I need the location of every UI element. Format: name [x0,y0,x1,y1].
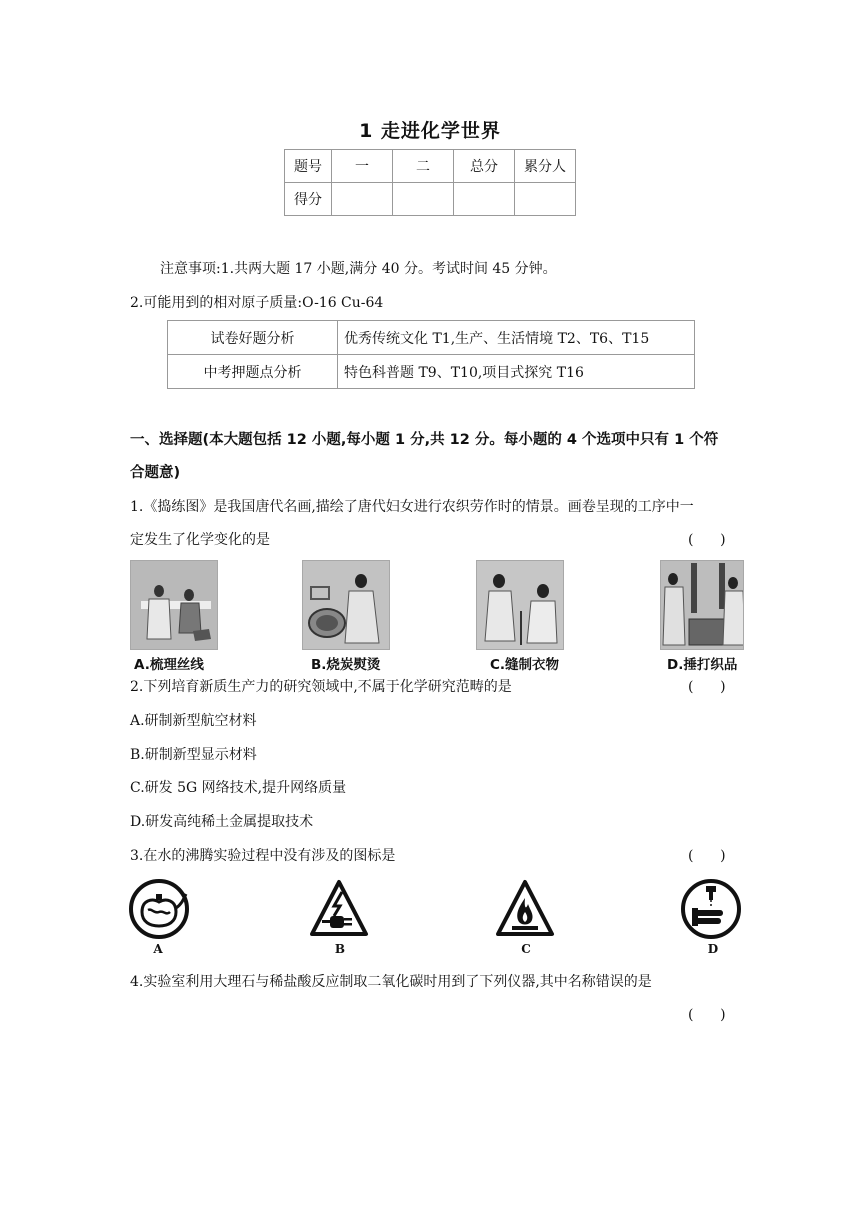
score-header-cell: 二 [393,150,454,183]
option-b-image [302,560,390,650]
option-c[interactable]: C.研发 5G 网络技术,提升网络质量 [130,780,347,796]
question-1-stem: 1.《捣练图》是我国唐代名画,描绘了唐代妇女进行农织劳作时的情景。画卷呈现的工序中一 [130,499,694,515]
section-heading [130,424,750,490]
score-table-score-row [285,183,576,216]
option-c-label[interactable]: C.缝制衣物 [490,657,560,673]
option-b[interactable]: B.研制新型显示材料 [130,747,257,763]
answer-blank[interactable]: ( ) [688,679,726,695]
option-d-image [660,560,744,650]
page-title: 1 走进化学世界 [359,120,501,142]
section-heading-line: 合题意) [130,465,181,481]
icon-label-b[interactable]: B [334,942,346,956]
electricity-icon[interactable] [308,878,370,940]
analysis-table [167,320,695,389]
score-header-cell: 累分人 [515,150,576,183]
option-d[interactable]: D.研发高纯稀土金属提取技术 [130,814,314,830]
analysis-key: 中考押题点分析 [168,355,338,389]
icon-label-d[interactable]: D [707,942,719,956]
answer-blank[interactable]: ( ) [688,1007,726,1023]
analysis-value: 优秀传统文化 T1,生产、生活情境 T2、T6、T15 [338,321,695,355]
analysis-key: 试卷好题分析 [168,321,338,355]
analysis-value: 特色科普题 T9、T10,项目式探究 T16 [338,355,695,389]
question-1-stem: 定发生了化学变化的是 [130,532,270,548]
score-header-cell: 总分 [454,150,515,183]
wash-hands-icon[interactable] [680,878,742,940]
answer-blank[interactable]: ( ) [688,532,726,548]
icon-label-a[interactable]: A [153,942,163,956]
score-table-header-row [285,150,576,183]
score-cell[interactable] [393,183,454,216]
question-3-stem: 3.在水的沸腾实验过程中没有涉及的图标是 [130,848,396,864]
score-cell[interactable] [454,183,515,216]
option-b-label[interactable]: B.烧炭熨烫 [311,657,381,673]
score-header-cell: 一 [332,150,393,183]
question-4-stem: 4.实验室利用大理石与稀盐酸反应制取二氧化碳时用到了下列仪器,其中名称错误的是 [130,974,652,990]
option-a-image [130,560,218,650]
question-2-stem: 2.下列培育新质生产力的研究领域中,不属于化学研究范畴的是 [130,679,512,695]
option-c-image [476,560,564,650]
icon-label-c[interactable]: C [521,942,531,956]
atomic-mass-line: 2.可能用到的相对原子质量:O-16 Cu-64 [130,295,384,311]
score-cell[interactable] [515,183,576,216]
score-header-cell: 题号 [285,150,332,183]
score-table [284,149,576,216]
option-a-label[interactable]: A.梳理丝线 [134,657,204,673]
section-heading-line: 一、选择题(本大题包括 12 小题,每小题 1 分,共 12 分。每小题的 4 个选项中只有 1 个符 [130,432,719,448]
exam-notes-line: 注意事项:1.共两大题 17 小题,满分 40 分。考试时间 45 分钟。 [160,261,557,277]
table-row [168,355,695,389]
score-cell[interactable] [332,183,393,216]
option-a[interactable]: A.研制新型航空材料 [130,713,257,729]
score-row-label: 得分 [285,183,332,216]
hot-surface-icon[interactable] [128,878,190,940]
answer-blank[interactable]: ( ) [688,848,726,864]
open-flame-icon[interactable] [494,878,556,940]
table-row [168,321,695,355]
option-d-label[interactable]: D.捶打织品 [667,657,738,673]
